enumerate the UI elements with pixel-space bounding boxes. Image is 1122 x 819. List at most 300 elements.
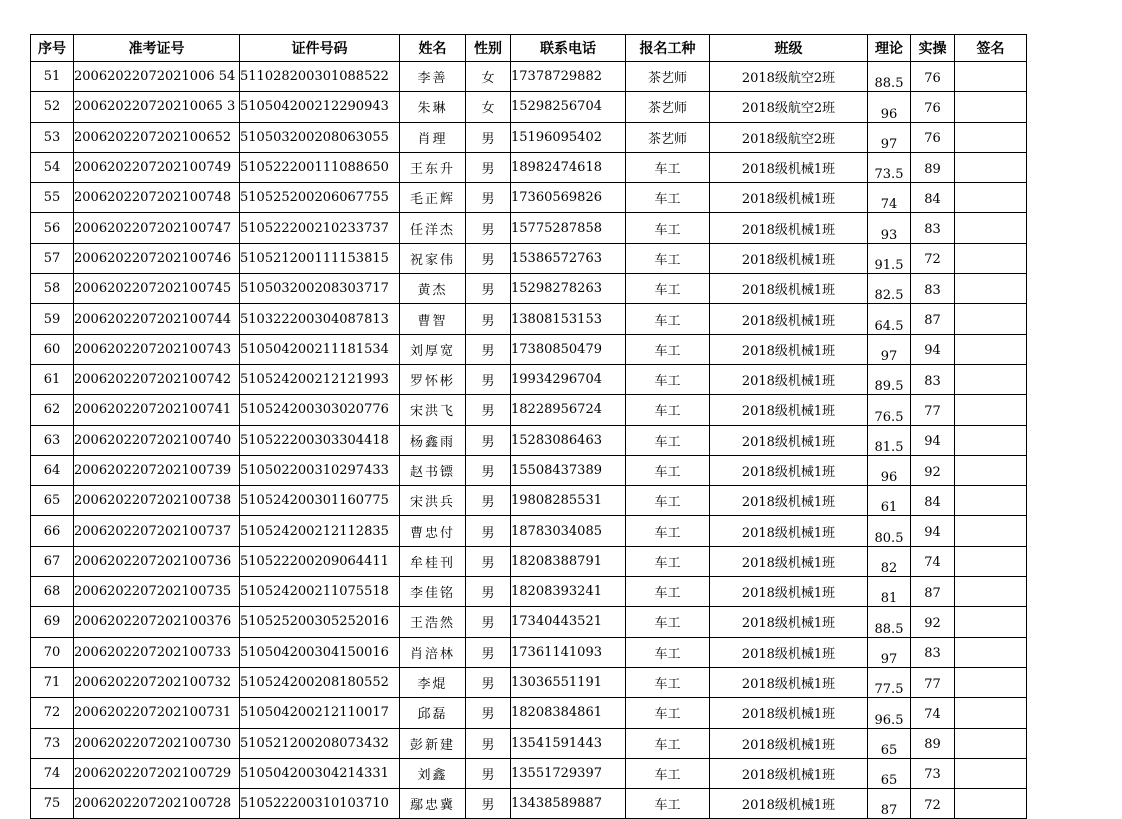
cell-gender: 男	[466, 486, 511, 516]
cell-practice-score: 94	[911, 425, 955, 455]
cell-seq: 55	[31, 183, 74, 213]
cell-gender: 男	[466, 274, 511, 304]
cell-signature	[955, 122, 1027, 152]
cell-exam-id: 2006202207202100731	[74, 698, 240, 728]
cell-id-number: 511028200301088522	[240, 62, 400, 92]
cell-class: 2018级机械1班	[710, 455, 868, 485]
cell-phone: 17340443521	[511, 607, 626, 637]
header-seq: 序号	[31, 35, 74, 62]
cell-gender: 女	[466, 92, 511, 122]
cell-practice-score: 76	[911, 122, 955, 152]
cell-trade: 茶艺师	[626, 122, 710, 152]
cell-id-number: 510503200208063055	[240, 122, 400, 152]
cell-trade: 车工	[626, 183, 710, 213]
cell-seq: 63	[31, 425, 74, 455]
cell-exam-id: 2006202207202100730	[74, 728, 240, 758]
cell-gender: 男	[466, 213, 511, 243]
cell-practice-score: 74	[911, 698, 955, 728]
cell-theory-score: 96	[868, 92, 911, 122]
cell-class: 2018级机械1班	[710, 304, 868, 334]
cell-phone: 18208393241	[511, 577, 626, 607]
cell-signature	[955, 516, 1027, 546]
cell-trade: 车工	[626, 304, 710, 334]
cell-theory-score: 74	[868, 183, 911, 213]
cell-gender: 男	[466, 667, 511, 697]
cell-theory-score: 96.5	[868, 698, 911, 728]
cell-signature	[955, 425, 1027, 455]
cell-exam-id: 2006202207202100376	[74, 607, 240, 637]
cell-id-number: 510524200303020776	[240, 395, 400, 425]
cell-name: 王东升	[400, 152, 466, 182]
cell-practice-score: 87	[911, 304, 955, 334]
cell-gender: 男	[466, 546, 511, 576]
cell-class: 2018级机械1班	[710, 243, 868, 273]
cell-signature	[955, 274, 1027, 304]
cell-name: 宋洪飞	[400, 395, 466, 425]
header-gender: 性别	[466, 35, 511, 62]
cell-seq: 65	[31, 486, 74, 516]
cell-practice-score: 72	[911, 789, 955, 819]
cell-gender: 男	[466, 152, 511, 182]
cell-exam-id: 2006202207202100744	[74, 304, 240, 334]
cell-trade: 茶艺师	[626, 62, 710, 92]
header-theory: 理论	[868, 35, 911, 62]
cell-name: 朱琳	[400, 92, 466, 122]
cell-theory-score: 65	[868, 758, 911, 788]
cell-class: 2018级机械1班	[710, 213, 868, 243]
cell-theory-score: 82	[868, 546, 911, 576]
cell-name: 曹智	[400, 304, 466, 334]
cell-practice-score: 83	[911, 637, 955, 667]
cell-gender: 男	[466, 395, 511, 425]
cell-id-number: 510504200211181534	[240, 334, 400, 364]
cell-practice-score: 83	[911, 274, 955, 304]
cell-theory-score: 87	[868, 789, 911, 819]
cell-phone: 17360569826	[511, 183, 626, 213]
cell-signature	[955, 92, 1027, 122]
cell-trade: 车工	[626, 274, 710, 304]
cell-seq: 68	[31, 577, 74, 607]
cell-theory-score: 91.5	[868, 243, 911, 273]
cell-gender: 男	[466, 758, 511, 788]
cell-exam-id: 2006202207202100729	[74, 758, 240, 788]
cell-trade: 车工	[626, 243, 710, 273]
cell-class: 2018级机械1班	[710, 274, 868, 304]
cell-trade: 车工	[626, 395, 710, 425]
cell-theory-score: 89.5	[868, 364, 911, 394]
cell-exam-id: 2006202207202100746	[74, 243, 240, 273]
cell-class: 2018级机械1班	[710, 546, 868, 576]
cell-gender: 男	[466, 183, 511, 213]
cell-class: 2018级机械1班	[710, 395, 868, 425]
cell-theory-score: 81.5	[868, 425, 911, 455]
cell-class: 2018级机械1班	[710, 152, 868, 182]
cell-name: 鄢忠冀	[400, 789, 466, 819]
header-name: 姓名	[400, 35, 466, 62]
cell-theory-score: 81	[868, 577, 911, 607]
cell-id-number: 510521200208073432	[240, 728, 400, 758]
header-practice: 实操	[911, 35, 955, 62]
cell-class: 2018级机械1班	[710, 789, 868, 819]
cell-signature	[955, 183, 1027, 213]
cell-class: 2018级机械1班	[710, 728, 868, 758]
cell-signature	[955, 607, 1027, 637]
cell-name: 刘厚宽	[400, 334, 466, 364]
cell-exam-id: 2006202207202100736	[74, 546, 240, 576]
cell-phone: 18982474618	[511, 152, 626, 182]
table-row	[31, 577, 1027, 607]
table-row	[31, 758, 1027, 788]
cell-practice-score: 83	[911, 213, 955, 243]
table-body	[31, 62, 1027, 819]
cell-theory-score: 65	[868, 728, 911, 758]
cell-id-number: 510524200212121993	[240, 364, 400, 394]
cell-signature	[955, 455, 1027, 485]
cell-practice-score: 74	[911, 546, 955, 576]
cell-signature	[955, 334, 1027, 364]
cell-exam-id: 2006202207202100748	[74, 183, 240, 213]
table-row	[31, 334, 1027, 364]
cell-seq: 69	[31, 607, 74, 637]
table-row	[31, 395, 1027, 425]
cell-phone: 17361141093	[511, 637, 626, 667]
table-row	[31, 304, 1027, 334]
cell-signature	[955, 152, 1027, 182]
cell-practice-score: 72	[911, 243, 955, 273]
table-row	[31, 274, 1027, 304]
cell-phone: 15775287858	[511, 213, 626, 243]
cell-gender: 男	[466, 728, 511, 758]
cell-phone: 13551729397	[511, 758, 626, 788]
cell-id-number: 510524200212112835	[240, 516, 400, 546]
cell-phone: 13808153153	[511, 304, 626, 334]
table-row	[31, 243, 1027, 273]
cell-name: 李佳铭	[400, 577, 466, 607]
cell-theory-score: 76.5	[868, 395, 911, 425]
table-row	[31, 667, 1027, 697]
header-exam-id: 准考证号	[74, 35, 240, 62]
cell-signature	[955, 364, 1027, 394]
cell-name: 李焜	[400, 667, 466, 697]
cell-practice-score: 84	[911, 486, 955, 516]
cell-seq: 74	[31, 758, 74, 788]
cell-trade: 车工	[626, 667, 710, 697]
cell-name: 李善	[400, 62, 466, 92]
cell-id-number: 510524200301160775	[240, 486, 400, 516]
cell-id-number: 510524200208180552	[240, 667, 400, 697]
cell-signature	[955, 62, 1027, 92]
cell-name: 刘鑫	[400, 758, 466, 788]
cell-phone: 13438589887	[511, 789, 626, 819]
cell-gender: 男	[466, 577, 511, 607]
cell-name: 祝家伟	[400, 243, 466, 273]
cell-exam-id: 2006202207202100745	[74, 274, 240, 304]
cell-practice-score: 89	[911, 152, 955, 182]
cell-gender: 男	[466, 334, 511, 364]
cell-class: 2018级航空2班	[710, 122, 868, 152]
table-row	[31, 425, 1027, 455]
cell-phone: 19808285531	[511, 486, 626, 516]
cell-name: 罗怀彬	[400, 364, 466, 394]
cell-gender: 男	[466, 304, 511, 334]
cell-theory-score: 82.5	[868, 274, 911, 304]
header-row	[31, 35, 1027, 62]
cell-class: 2018级机械1班	[710, 364, 868, 394]
cell-exam-id: 200620220720210065 3	[74, 92, 240, 122]
table-row	[31, 728, 1027, 758]
cell-phone: 19934296704	[511, 364, 626, 394]
cell-signature	[955, 789, 1027, 819]
cell-practice-score: 76	[911, 92, 955, 122]
cell-id-number: 510525200206067755	[240, 183, 400, 213]
cell-id-number: 510521200111153815	[240, 243, 400, 273]
cell-class: 2018级航空2班	[710, 92, 868, 122]
cell-id-number: 510522200209064411	[240, 546, 400, 576]
cell-seq: 61	[31, 364, 74, 394]
cell-gender: 男	[466, 516, 511, 546]
cell-trade: 车工	[626, 425, 710, 455]
cell-gender: 男	[466, 122, 511, 152]
cell-phone: 15298278263	[511, 274, 626, 304]
cell-exam-id: 2006202207202100733	[74, 637, 240, 667]
cell-practice-score: 92	[911, 607, 955, 637]
cell-phone: 15386572763	[511, 243, 626, 273]
cell-phone: 15508437389	[511, 455, 626, 485]
cell-name: 牟桂刊	[400, 546, 466, 576]
cell-theory-score: 96	[868, 455, 911, 485]
header-phone: 联系电话	[511, 35, 626, 62]
cell-practice-score: 83	[911, 364, 955, 394]
cell-exam-id: 2006202207202100739	[74, 455, 240, 485]
cell-trade: 车工	[626, 364, 710, 394]
cell-signature	[955, 698, 1027, 728]
cell-seq: 52	[31, 92, 74, 122]
cell-signature	[955, 667, 1027, 697]
cell-theory-score: 77.5	[868, 667, 911, 697]
cell-seq: 54	[31, 152, 74, 182]
cell-theory-score: 97	[868, 122, 911, 152]
cell-exam-id: 2006202207202100747	[74, 213, 240, 243]
cell-gender: 男	[466, 698, 511, 728]
table-row	[31, 213, 1027, 243]
cell-signature	[955, 304, 1027, 334]
table-row	[31, 698, 1027, 728]
cell-seq: 59	[31, 304, 74, 334]
table-row	[31, 455, 1027, 485]
cell-trade: 车工	[626, 789, 710, 819]
cell-gender: 男	[466, 455, 511, 485]
cell-signature	[955, 243, 1027, 273]
cell-trade: 车工	[626, 213, 710, 243]
cell-theory-score: 88.5	[868, 607, 911, 637]
cell-phone: 18208384861	[511, 698, 626, 728]
cell-name: 赵书镖	[400, 455, 466, 485]
cell-id-number: 510504200212290943	[240, 92, 400, 122]
cell-practice-score: 84	[911, 183, 955, 213]
cell-class: 2018级机械1班	[710, 183, 868, 213]
cell-gender: 男	[466, 364, 511, 394]
cell-theory-score: 80.5	[868, 516, 911, 546]
table-row	[31, 607, 1027, 637]
cell-seq: 60	[31, 334, 74, 364]
cell-practice-score: 87	[911, 577, 955, 607]
cell-seq: 56	[31, 213, 74, 243]
table-row	[31, 62, 1027, 92]
cell-name: 王浩然	[400, 607, 466, 637]
cell-practice-score: 76	[911, 62, 955, 92]
cell-seq: 67	[31, 546, 74, 576]
cell-exam-id: 20062022072021006 54	[74, 62, 240, 92]
cell-seq: 66	[31, 516, 74, 546]
table-row	[31, 364, 1027, 394]
cell-theory-score: 61	[868, 486, 911, 516]
table-row	[31, 546, 1027, 576]
table-row	[31, 789, 1027, 819]
cell-theory-score: 97	[868, 334, 911, 364]
cell-trade: 车工	[626, 516, 710, 546]
cell-class: 2018级机械1班	[710, 425, 868, 455]
cell-exam-id: 2006202207202100732	[74, 667, 240, 697]
cell-id-number: 510502200310297433	[240, 455, 400, 485]
cell-name: 杨鑫雨	[400, 425, 466, 455]
cell-trade: 车工	[626, 758, 710, 788]
cell-trade: 车工	[626, 698, 710, 728]
cell-trade: 车工	[626, 455, 710, 485]
cell-trade: 车工	[626, 334, 710, 364]
cell-name: 肖涪林	[400, 637, 466, 667]
cell-gender: 男	[466, 243, 511, 273]
cell-name: 邱磊	[400, 698, 466, 728]
table-row	[31, 92, 1027, 122]
cell-signature	[955, 637, 1027, 667]
cell-gender: 女	[466, 62, 511, 92]
cell-id-number: 510522200303304418	[240, 425, 400, 455]
cell-signature	[955, 546, 1027, 576]
cell-practice-score: 92	[911, 455, 955, 485]
cell-phone: 18228956724	[511, 395, 626, 425]
cell-name: 曹忠付	[400, 516, 466, 546]
cell-id-number: 510504200212110017	[240, 698, 400, 728]
cell-class: 2018级航空2班	[710, 62, 868, 92]
cell-practice-score: 77	[911, 395, 955, 425]
cell-practice-score: 77	[911, 667, 955, 697]
cell-phone: 17380850479	[511, 334, 626, 364]
cell-id-number: 510522200111088650	[240, 152, 400, 182]
cell-name: 任洋杰	[400, 213, 466, 243]
cell-phone: 15298256704	[511, 92, 626, 122]
cell-class: 2018级机械1班	[710, 334, 868, 364]
cell-id-number: 510524200211075518	[240, 577, 400, 607]
cell-practice-score: 94	[911, 516, 955, 546]
cell-theory-score: 73.5	[868, 152, 911, 182]
cell-name: 黄杰	[400, 274, 466, 304]
table-header	[31, 35, 1027, 62]
cell-seq: 58	[31, 274, 74, 304]
cell-theory-score: 93	[868, 213, 911, 243]
cell-exam-id: 2006202207202100749	[74, 152, 240, 182]
table-row	[31, 183, 1027, 213]
cell-trade: 茶艺师	[626, 92, 710, 122]
cell-id-number: 510322200304087813	[240, 304, 400, 334]
cell-practice-score: 73	[911, 758, 955, 788]
cell-exam-id: 2006202207202100741	[74, 395, 240, 425]
header-trade: 报名工种	[626, 35, 710, 62]
cell-id-number: 510504200304150016	[240, 637, 400, 667]
cell-gender: 男	[466, 789, 511, 819]
cell-signature	[955, 758, 1027, 788]
cell-exam-id: 2006202207202100737	[74, 516, 240, 546]
cell-gender: 男	[466, 425, 511, 455]
cell-signature	[955, 486, 1027, 516]
cell-seq: 53	[31, 122, 74, 152]
cell-name: 肖理	[400, 122, 466, 152]
header-signature: 签名	[955, 35, 1027, 62]
cell-theory-score: 64.5	[868, 304, 911, 334]
cell-practice-score: 89	[911, 728, 955, 758]
cell-seq: 62	[31, 395, 74, 425]
cell-exam-id: 2006202207202100740	[74, 425, 240, 455]
cell-id-number: 510522200310103710	[240, 789, 400, 819]
table-row	[31, 486, 1027, 516]
table-row	[31, 637, 1027, 667]
cell-name: 宋洪兵	[400, 486, 466, 516]
cell-phone: 13036551191	[511, 667, 626, 697]
table-row	[31, 152, 1027, 182]
cell-seq: 72	[31, 698, 74, 728]
cell-exam-id: 2006202207202100728	[74, 789, 240, 819]
cell-phone: 15283086463	[511, 425, 626, 455]
cell-theory-score: 97	[868, 637, 911, 667]
cell-class: 2018级机械1班	[710, 516, 868, 546]
cell-class: 2018级机械1班	[710, 758, 868, 788]
table-row	[31, 516, 1027, 546]
roster-table	[30, 34, 1027, 819]
cell-class: 2018级机械1班	[710, 667, 868, 697]
cell-seq: 71	[31, 667, 74, 697]
cell-signature	[955, 395, 1027, 425]
cell-class: 2018级机械1班	[710, 577, 868, 607]
cell-phone: 18783034085	[511, 516, 626, 546]
cell-trade: 车工	[626, 486, 710, 516]
cell-exam-id: 2006202207202100742	[74, 364, 240, 394]
cell-exam-id: 2006202207202100652	[74, 122, 240, 152]
cell-trade: 车工	[626, 152, 710, 182]
cell-id-number: 510522200210233737	[240, 213, 400, 243]
cell-class: 2018级机械1班	[710, 637, 868, 667]
cell-phone: 13541591443	[511, 728, 626, 758]
cell-seq: 51	[31, 62, 74, 92]
cell-gender: 男	[466, 607, 511, 637]
cell-gender: 男	[466, 637, 511, 667]
cell-seq: 70	[31, 637, 74, 667]
cell-class: 2018级机械1班	[710, 486, 868, 516]
header-id-number: 证件号码	[240, 35, 400, 62]
cell-name: 毛正辉	[400, 183, 466, 213]
cell-seq: 64	[31, 455, 74, 485]
cell-signature	[955, 577, 1027, 607]
cell-exam-id: 2006202207202100743	[74, 334, 240, 364]
cell-id-number: 510525200305252016	[240, 607, 400, 637]
cell-trade: 车工	[626, 546, 710, 576]
cell-theory-score: 88.5	[868, 62, 911, 92]
cell-signature	[955, 728, 1027, 758]
cell-practice-score: 94	[911, 334, 955, 364]
cell-seq: 57	[31, 243, 74, 273]
cell-phone: 15196095402	[511, 122, 626, 152]
header-class: 班级	[710, 35, 868, 62]
cell-exam-id: 2006202207202100738	[74, 486, 240, 516]
cell-class: 2018级机械1班	[710, 607, 868, 637]
